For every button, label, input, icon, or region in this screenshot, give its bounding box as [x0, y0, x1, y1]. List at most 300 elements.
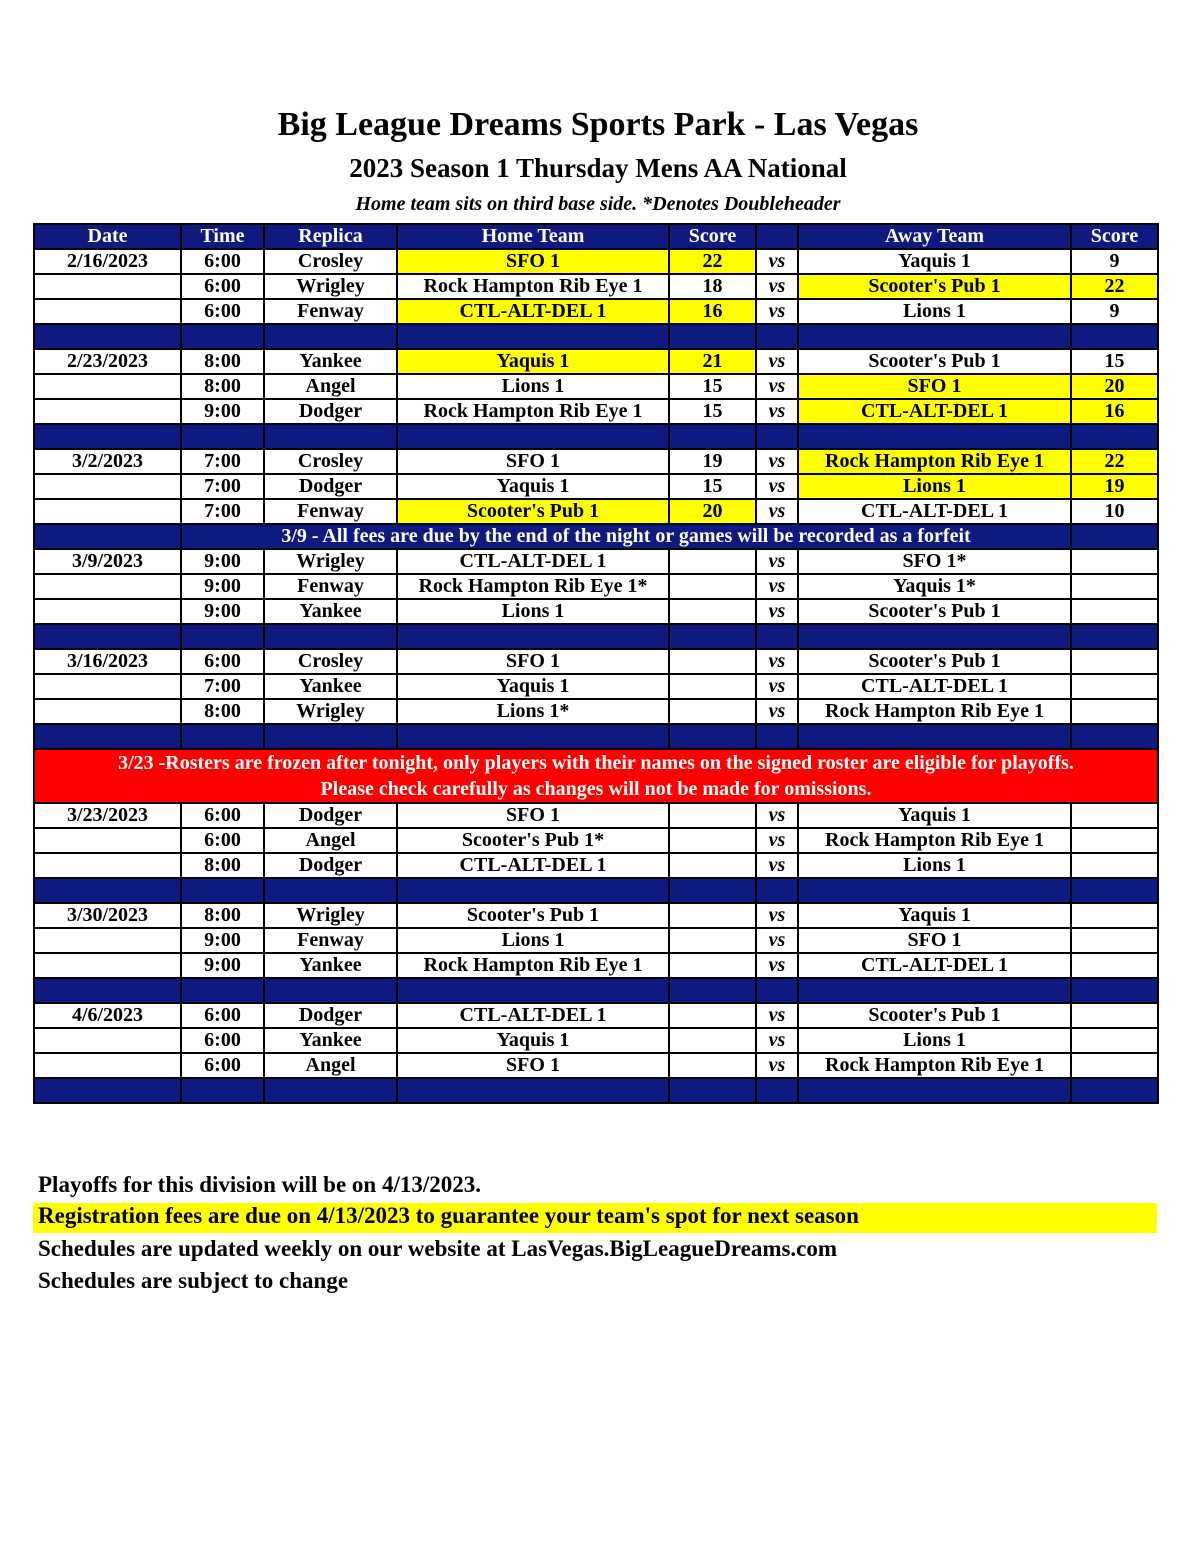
table-row: [34, 474, 1158, 499]
away-team: Yaquis 1*: [798, 574, 1071, 599]
home-team: Scooter's Pub 1*: [397, 828, 669, 853]
away-team: Scooter's Pub 1: [798, 599, 1071, 624]
home-team: Scooter's Pub 1: [397, 903, 669, 928]
home-score: [669, 699, 756, 724]
table-row: [34, 399, 1158, 424]
separator-cell: [798, 978, 1071, 1003]
schedule-body: [34, 249, 1158, 1103]
separator-cell: [756, 978, 798, 1003]
away-team: Rock Hampton Rib Eye 1: [798, 699, 1071, 724]
game-field: Dodger: [264, 1003, 397, 1028]
vs-label: vs: [756, 349, 798, 374]
game-date: [34, 828, 181, 853]
away-score: [1071, 649, 1158, 674]
col-header-away-score: Score: [1071, 224, 1158, 249]
game-time: 6:00: [181, 1028, 264, 1053]
away-score: [1071, 853, 1158, 878]
page-title: Big League Dreams Sports Park - Las Vegas: [277, 106, 919, 143]
game-time: 8:00: [181, 699, 264, 724]
notice-row: [34, 524, 1158, 549]
vs-label: vs: [756, 1003, 798, 1028]
away-score: [1071, 574, 1158, 599]
away-team: Yaquis 1: [798, 803, 1071, 828]
table-row: [34, 649, 1158, 674]
separator-row: [34, 978, 1158, 1003]
game-field: Fenway: [264, 499, 397, 524]
game-time: 6:00: [181, 649, 264, 674]
home-score: 20: [669, 499, 756, 524]
game-time: 9:00: [181, 599, 264, 624]
game-field: Dodger: [264, 803, 397, 828]
away-score: [1071, 1003, 1158, 1028]
game-time: 9:00: [181, 574, 264, 599]
game-date: [34, 374, 181, 399]
table-row: [34, 574, 1158, 599]
game-time: 8:00: [181, 853, 264, 878]
home-team: CTL-ALT-DEL 1: [397, 549, 669, 574]
separator-cell: [397, 624, 669, 649]
notice-cell: [1071, 524, 1158, 549]
vs-label: vs: [756, 474, 798, 499]
vs-label: vs: [756, 249, 798, 274]
away-score: [1071, 699, 1158, 724]
table-row: [34, 803, 1158, 828]
home-team: Lions 1: [397, 599, 669, 624]
game-time: 7:00: [181, 499, 264, 524]
separator-cell: [181, 424, 264, 449]
separator-cell: [34, 424, 181, 449]
vs-label: vs: [756, 1028, 798, 1053]
separator-cell: [181, 324, 264, 349]
game-field: Yankee: [264, 599, 397, 624]
home-score: [669, 1003, 756, 1028]
game-time: 9:00: [181, 549, 264, 574]
home-score: [669, 853, 756, 878]
away-score: 9: [1071, 299, 1158, 324]
separator-row: [34, 424, 1158, 449]
home-team: CTL-ALT-DEL 1: [397, 1003, 669, 1028]
away-team: CTL-ALT-DEL 1: [798, 499, 1071, 524]
game-date: [34, 1053, 181, 1078]
game-time: 6:00: [181, 1053, 264, 1078]
registration-note: Registration fees are due on 4/13/2023 to guarantee your team's spot for next season: [33, 1203, 1157, 1233]
away-score: 15: [1071, 349, 1158, 374]
separator-cell: [756, 724, 798, 749]
home-score: 22: [669, 249, 756, 274]
away-team: Scooter's Pub 1: [798, 1003, 1071, 1028]
game-field: Angel: [264, 1053, 397, 1078]
separator-cell: [397, 324, 669, 349]
table-row: [34, 499, 1158, 524]
game-date: [34, 574, 181, 599]
table-row: [34, 599, 1158, 624]
separator-cell: [264, 1078, 397, 1103]
away-team: Scooter's Pub 1: [798, 649, 1071, 674]
separator-cell: [1071, 724, 1158, 749]
home-team: Lions 1*: [397, 699, 669, 724]
game-field: Wrigley: [264, 699, 397, 724]
separator-row: [34, 878, 1158, 903]
separator-cell: [798, 1078, 1071, 1103]
away-team: SFO 1: [798, 928, 1071, 953]
away-team: Yaquis 1: [798, 903, 1071, 928]
game-date: 3/16/2023: [34, 649, 181, 674]
separator-row: [34, 1078, 1158, 1103]
separator-cell: [34, 1078, 181, 1103]
away-score: [1071, 1053, 1158, 1078]
game-date: 2/16/2023: [34, 249, 181, 274]
vs-label: vs: [756, 649, 798, 674]
game-date: [34, 499, 181, 524]
table-row: [34, 374, 1158, 399]
away-score: 22: [1071, 449, 1158, 474]
separator-cell: [181, 978, 264, 1003]
separator-cell: [756, 624, 798, 649]
home-team: Lions 1: [397, 928, 669, 953]
away-score: [1071, 803, 1158, 828]
roster-alert-line-1: 3/23 -Rosters are frozen after tonight, only players with their names on the signed roster are eligible for playoffs.: [118, 752, 1074, 774]
vs-label: vs: [756, 499, 798, 524]
table-row: [34, 853, 1158, 878]
col-header-home-score: Score: [669, 224, 756, 249]
table-row: [34, 449, 1158, 474]
vs-label: vs: [756, 599, 798, 624]
separator-cell: [669, 878, 756, 903]
home-score: [669, 903, 756, 928]
away-score: 9: [1071, 249, 1158, 274]
game-time: 6:00: [181, 299, 264, 324]
away-team: Lions 1: [798, 853, 1071, 878]
separator-cell: [798, 424, 1071, 449]
vs-label: vs: [756, 449, 798, 474]
separator-cell: [397, 724, 669, 749]
home-team: Lions 1: [397, 374, 669, 399]
table-row: [34, 274, 1158, 299]
col-header-home-team: Home Team: [397, 224, 669, 249]
separator-cell: [264, 978, 397, 1003]
table-row: [34, 674, 1158, 699]
vs-label: vs: [756, 674, 798, 699]
separator-cell: [756, 324, 798, 349]
away-team: Lions 1: [798, 299, 1071, 324]
home-score: 18: [669, 274, 756, 299]
home-team: Rock Hampton Rib Eye 1: [397, 953, 669, 978]
home-team: SFO 1: [397, 803, 669, 828]
schedule-table: [33, 223, 1159, 1104]
home-score: [669, 928, 756, 953]
game-date: [34, 699, 181, 724]
separator-row: [34, 724, 1158, 749]
game-field: Yankee: [264, 1028, 397, 1053]
game-date: [34, 853, 181, 878]
away-score: [1071, 928, 1158, 953]
notice-text: 3/9 - All fees are due by the end of the night or games will be recorded as a forfeit: [181, 524, 1071, 549]
game-date: 3/2/2023: [34, 449, 181, 474]
vs-label: vs: [756, 574, 798, 599]
table-header-row: [34, 224, 1158, 249]
game-time: 6:00: [181, 828, 264, 853]
vs-label: vs: [756, 399, 798, 424]
home-team: Rock Hampton Rib Eye 1*: [397, 574, 669, 599]
home-team: Yaquis 1: [397, 349, 669, 374]
vs-label: vs: [756, 903, 798, 928]
away-team: SFO 1: [798, 374, 1071, 399]
game-date: [34, 399, 181, 424]
home-team: SFO 1: [397, 649, 669, 674]
separator-cell: [669, 724, 756, 749]
vs-label: vs: [756, 828, 798, 853]
game-field: Dodger: [264, 474, 397, 499]
separator-cell: [264, 324, 397, 349]
game-field: Yankee: [264, 953, 397, 978]
away-team: CTL-ALT-DEL 1: [798, 953, 1071, 978]
home-team: Yaquis 1: [397, 674, 669, 699]
vs-label: vs: [756, 299, 798, 324]
away-team: Rock Hampton Rib Eye 1: [798, 1053, 1071, 1078]
away-score: 20: [1071, 374, 1158, 399]
separator-cell: [756, 424, 798, 449]
away-score: [1071, 549, 1158, 574]
vs-label: vs: [756, 803, 798, 828]
separator-cell: [397, 878, 669, 903]
away-team: SFO 1*: [798, 549, 1071, 574]
game-time: 8:00: [181, 374, 264, 399]
away-team: Rock Hampton Rib Eye 1: [798, 828, 1071, 853]
game-field: Angel: [264, 374, 397, 399]
separator-cell: [264, 624, 397, 649]
game-field: Crosley: [264, 649, 397, 674]
home-score: 19: [669, 449, 756, 474]
playoffs-note: Playoffs for this division will be on 4/13/2023.: [38, 1172, 482, 1197]
separator-cell: [669, 424, 756, 449]
col-header-vs: [756, 224, 798, 249]
separator-cell: [1071, 978, 1158, 1003]
page-subtitle: 2023 Season 1 Thursday Mens AA National: [349, 153, 847, 183]
game-field: Crosley: [264, 449, 397, 474]
game-time: 6:00: [181, 274, 264, 299]
game-time: 9:00: [181, 953, 264, 978]
game-field: Fenway: [264, 299, 397, 324]
separator-cell: [798, 624, 1071, 649]
table-row: [34, 928, 1158, 953]
away-team: Scooter's Pub 1: [798, 349, 1071, 374]
separator-cell: [669, 1078, 756, 1103]
roster-alert-row: [34, 749, 1158, 803]
vs-label: vs: [756, 549, 798, 574]
separator-cell: [264, 724, 397, 749]
home-team: Rock Hampton Rib Eye 1: [397, 274, 669, 299]
home-score: [669, 1053, 756, 1078]
game-date: [34, 274, 181, 299]
notice-cell: [34, 524, 181, 549]
home-score: [669, 574, 756, 599]
game-time: 7:00: [181, 449, 264, 474]
home-score: [669, 649, 756, 674]
game-time: 9:00: [181, 399, 264, 424]
separator-cell: [1071, 324, 1158, 349]
game-time: 7:00: [181, 674, 264, 699]
home-score: 16: [669, 299, 756, 324]
separator-cell: [1071, 878, 1158, 903]
home-team: Yaquis 1: [397, 1028, 669, 1053]
game-field: Wrigley: [264, 549, 397, 574]
table-row: [34, 828, 1158, 853]
away-score: [1071, 828, 1158, 853]
table-row: [34, 699, 1158, 724]
home-score: 21: [669, 349, 756, 374]
separator-cell: [1071, 424, 1158, 449]
game-time: 9:00: [181, 928, 264, 953]
home-score: 15: [669, 474, 756, 499]
home-score: [669, 1028, 756, 1053]
separator-row: [34, 324, 1158, 349]
game-field: Crosley: [264, 249, 397, 274]
change-note: Schedules are subject to change: [38, 1268, 349, 1293]
away-team: Rock Hampton Rib Eye 1: [798, 449, 1071, 474]
table-row: [34, 349, 1158, 374]
separator-cell: [756, 1078, 798, 1103]
game-date: [34, 674, 181, 699]
away-score: [1071, 674, 1158, 699]
game-date: 3/23/2023: [34, 803, 181, 828]
home-score: 15: [669, 374, 756, 399]
game-field: Yankee: [264, 349, 397, 374]
game-date: [34, 474, 181, 499]
separator-cell: [669, 978, 756, 1003]
separator-cell: [1071, 1078, 1158, 1103]
vs-label: vs: [756, 699, 798, 724]
game-time: 7:00: [181, 474, 264, 499]
separator-cell: [798, 324, 1071, 349]
table-row: [34, 953, 1158, 978]
away-team: Yaquis 1: [798, 249, 1071, 274]
game-field: Wrigley: [264, 274, 397, 299]
away-team: Scooter's Pub 1: [798, 274, 1071, 299]
separator-cell: [397, 424, 669, 449]
separator-cell: [181, 878, 264, 903]
game-field: Yankee: [264, 674, 397, 699]
away-team: Lions 1: [798, 1028, 1071, 1053]
separator-cell: [264, 424, 397, 449]
home-team: Scooter's Pub 1: [397, 499, 669, 524]
separator-cell: [181, 1078, 264, 1103]
col-header-replica: Replica: [264, 224, 397, 249]
roster-alert-line-2: Please check carefully as changes will not be made for omissions.: [320, 778, 872, 800]
game-date: 2/23/2023: [34, 349, 181, 374]
separator-cell: [34, 324, 181, 349]
separator-cell: [181, 624, 264, 649]
home-score: [669, 953, 756, 978]
home-team: CTL-ALT-DEL 1: [397, 853, 669, 878]
game-date: 4/6/2023: [34, 1003, 181, 1028]
separator-cell: [34, 978, 181, 1003]
home-score: [669, 599, 756, 624]
home-score: [669, 803, 756, 828]
table-row: [34, 1003, 1158, 1028]
game-field: Dodger: [264, 853, 397, 878]
table-row: [34, 249, 1158, 274]
vs-label: vs: [756, 928, 798, 953]
home-score: [669, 549, 756, 574]
separator-cell: [34, 878, 181, 903]
home-team: SFO 1: [397, 249, 669, 274]
separator-cell: [798, 878, 1071, 903]
col-header-date: Date: [34, 224, 181, 249]
separator-cell: [34, 724, 181, 749]
away-team: Lions 1: [798, 474, 1071, 499]
roster-alert: [34, 749, 1158, 803]
home-team: Rock Hampton Rib Eye 1: [397, 399, 669, 424]
separator-cell: [181, 724, 264, 749]
away-team: CTL-ALT-DEL 1: [798, 399, 1071, 424]
game-date: 3/30/2023: [34, 903, 181, 928]
game-field: Dodger: [264, 399, 397, 424]
table-row: [34, 549, 1158, 574]
home-score: [669, 674, 756, 699]
home-team: SFO 1: [397, 1053, 669, 1078]
vs-label: vs: [756, 1053, 798, 1078]
website-note: Schedules are updated weekly on our website at LasVegas.BigLeagueDreams.com: [38, 1236, 838, 1261]
separator-row: [34, 624, 1158, 649]
separator-cell: [397, 978, 669, 1003]
game-field: Fenway: [264, 574, 397, 599]
away-score: 10: [1071, 499, 1158, 524]
table-row: [34, 1053, 1158, 1078]
game-field: Fenway: [264, 928, 397, 953]
col-header-away-team: Away Team: [798, 224, 1071, 249]
separator-cell: [756, 878, 798, 903]
game-date: [34, 928, 181, 953]
separator-cell: [669, 324, 756, 349]
col-header-time: Time: [181, 224, 264, 249]
table-row: [34, 299, 1158, 324]
vs-label: vs: [756, 274, 798, 299]
home-score: 15: [669, 399, 756, 424]
away-score: 19: [1071, 474, 1158, 499]
home-team: Yaquis 1: [397, 474, 669, 499]
game-field: Angel: [264, 828, 397, 853]
game-time: 6:00: [181, 249, 264, 274]
game-date: 3/9/2023: [34, 549, 181, 574]
game-field: Wrigley: [264, 903, 397, 928]
away-score: [1071, 599, 1158, 624]
table-row: [34, 1028, 1158, 1053]
away-score: 22: [1071, 274, 1158, 299]
home-score: [669, 828, 756, 853]
away-score: 16: [1071, 399, 1158, 424]
game-date: [34, 599, 181, 624]
game-time: 6:00: [181, 803, 264, 828]
separator-cell: [1071, 624, 1158, 649]
table-row: [34, 903, 1158, 928]
away-score: [1071, 903, 1158, 928]
separator-cell: [397, 1078, 669, 1103]
separator-cell: [798, 724, 1071, 749]
away-score: [1071, 953, 1158, 978]
game-date: [34, 1028, 181, 1053]
separator-cell: [669, 624, 756, 649]
vs-label: vs: [756, 374, 798, 399]
game-date: [34, 299, 181, 324]
game-date: [34, 953, 181, 978]
separator-cell: [34, 624, 181, 649]
header-note: Home team sits on third base side. *Denotes Doubleheader: [355, 193, 841, 215]
home-team: CTL-ALT-DEL 1: [397, 299, 669, 324]
vs-label: vs: [756, 953, 798, 978]
game-time: 8:00: [181, 349, 264, 374]
away-team: CTL-ALT-DEL 1: [798, 674, 1071, 699]
home-team: SFO 1: [397, 449, 669, 474]
